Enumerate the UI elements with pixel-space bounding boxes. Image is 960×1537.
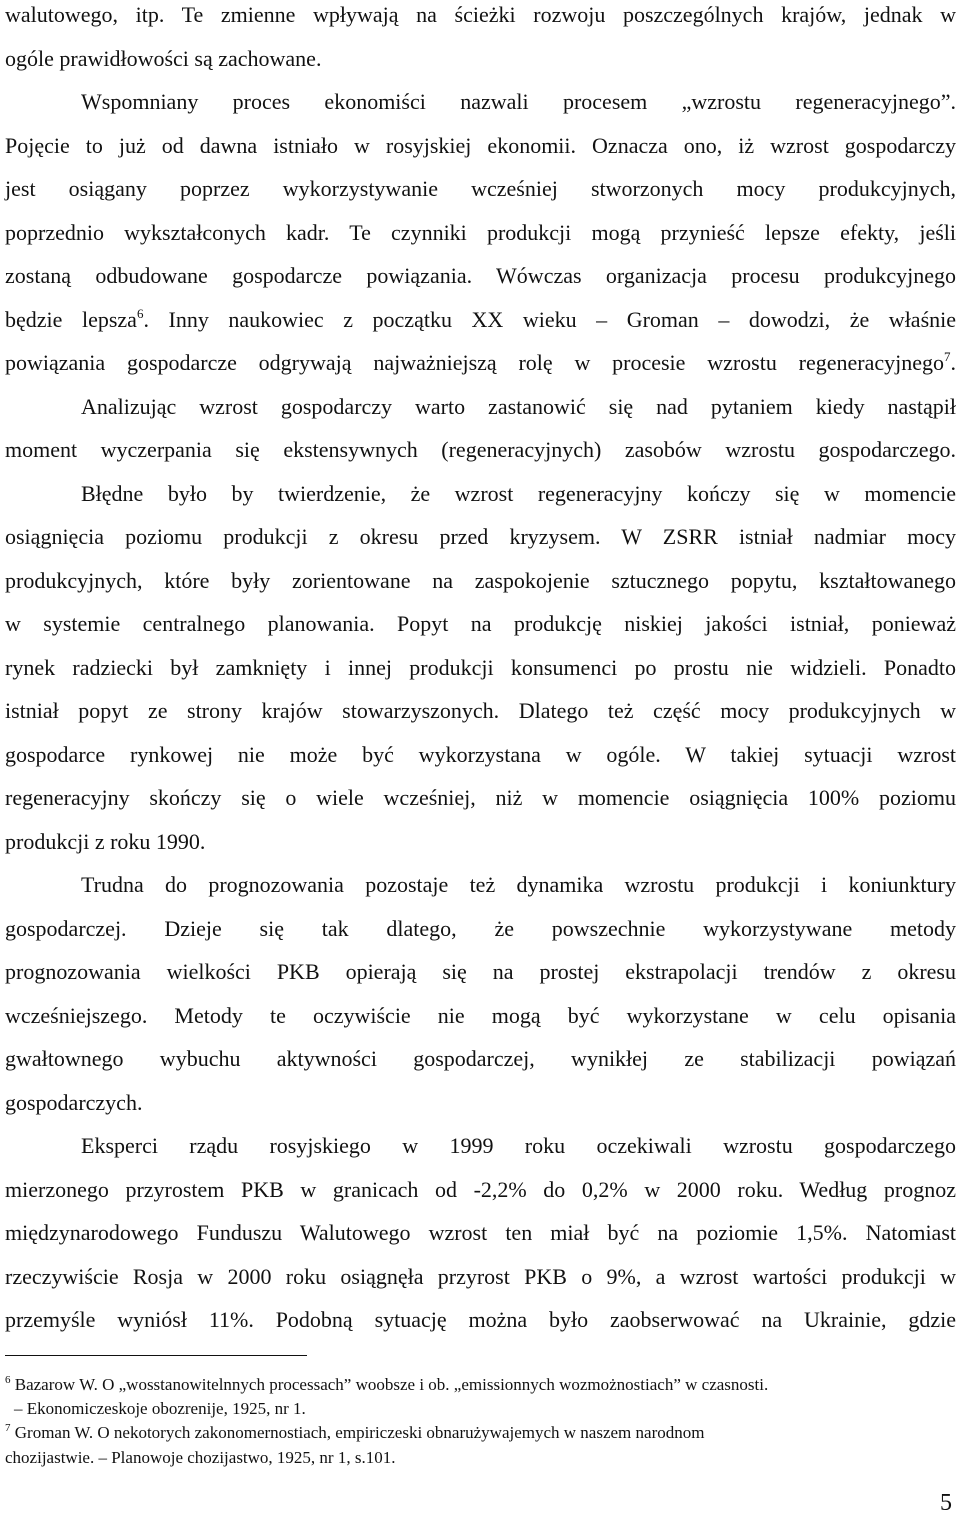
body-line: walutowego, itp. Te zmienne wpływają na ścieżki rozwoju poszczególnych krajów, jednak w bbox=[5, 2, 956, 27]
body-line: gospodarce rynkowej nie może być wykorzystana w ogóle. W takiej sytuacji wzrost bbox=[5, 741, 956, 767]
body-line: wcześniejszego. Metody te oczywiście nie mogą być wykorzystane w celu opisania bbox=[5, 1002, 956, 1028]
body-line: gwałtownego wybuchu aktywności gospodarczej, wynikłej ze stabilizacji powiązań bbox=[5, 1046, 956, 1071]
body-line: Trudna do prognozowania pozostaje też dynamika wzrostu produkcji i koniunktury bbox=[81, 872, 956, 897]
footnote-ref: 6 bbox=[136, 305, 144, 321]
footnote-number: 6 bbox=[5, 1374, 11, 1386]
footnote-number: 7 bbox=[5, 1422, 11, 1434]
body-line: osiągnięcia poziomu produkcji z okresu przed kryzysem. W ZSRR istniał nadmiar mocy bbox=[5, 524, 956, 549]
body-line: produkcyjnych, które były zorientowane na zaspokojenie sztucznego popytu, kształtowanego bbox=[5, 567, 956, 593]
footnote-separator bbox=[5, 1355, 307, 1356]
footnote-line: – Ekonomiczeskoje obozrenije, 1925, nr 1. bbox=[14, 1399, 306, 1418]
body-line: rynek radziecki był zamknięty i innej produkcji konsumenci po prostu nie widzieli. Ponadto bbox=[5, 654, 956, 680]
body-line: gospodarczych. bbox=[5, 1089, 143, 1115]
body-line: Analizując wzrost gospodarczy warto zastanowić się nad pytaniem kiedy nastąpił bbox=[81, 393, 956, 419]
body-line: Wspomniany proces ekonomiści nazwali procesem „wzrostu regeneracyjnego”. bbox=[81, 89, 956, 114]
body-line: międzynarodowego Funduszu Walutowego wzrost ten miał być na poziomie 1,5%. Natomiast bbox=[5, 1220, 956, 1245]
body-line: istniał popyt ze strony krajów stowarzyszonych. Dlatego też część mocy produkcyjnych w bbox=[5, 698, 956, 723]
page-number: 5 bbox=[940, 1490, 952, 1516]
body-line: prognozowania wielkości PKB opierają się na prostej ekstrapolacji trendów z okresu bbox=[5, 959, 956, 984]
body-line: jest osiągany poprzez wykorzystywanie wcześniej stworzonych mocy produkcyjnych, bbox=[5, 176, 956, 201]
body-line: moment wyczerpania się ekstensywnych (regeneracyjnych) zasobów wzrostu gospodarczego. bbox=[5, 437, 956, 462]
body-line: mierzonego przyrostem PKB w granicach od -2,2% do 0,2% w 2000 roku. Według prognoz bbox=[5, 1176, 956, 1202]
body-line: produkcji z roku 1990. bbox=[5, 828, 206, 854]
body-line: w systemie centralnego planowania. Popyt na produkcję niskiej jakości istniał, ponieważ bbox=[5, 611, 956, 636]
footnote-line: chozijastwie. – Planowoje chozijastwo, 1925, nr 1, s.101. bbox=[5, 1448, 396, 1467]
body-line: przemyśle wyniósł 11%. Podobną sytuację można było zaobserwować na Ukrainie, gdzie bbox=[5, 1307, 956, 1332]
footnote-line: $^7$ Groman W. O nekotorych zakonomernostiach, empiriczeski obnarużywajemych w naszem narodnom bbox=[5, 1422, 705, 1442]
body-line: poprzednio wykształconych kadr. Te czynniki produkcji mogą przynieść lepsze efekty, jeśli bbox=[5, 219, 956, 245]
body-line: zostaną odbudowane gospodarcze powiązania. Wówczas organizacja procesu produkcyjnego bbox=[5, 263, 956, 288]
body-line: Błędne było by twierdzenie, że wzrost regeneracyjny kończy się w momencie bbox=[81, 480, 956, 506]
body-line: Eksperci rządu rosyjskiego w 1999 roku oczekiwali wzrostu gospodarczego bbox=[81, 1133, 956, 1158]
body-line: gospodarczej. Dzieje się tak dlatego, że powszechnie wykorzystywane metody bbox=[5, 915, 956, 941]
body-line: będzie lepsza$^6$. Inny naukowiec z początku XX wieku – Groman – dowodzi, że właśnie bbox=[5, 305, 957, 332]
footnote-line: $^6$ Bazarow W. O „wosstanowitelnnych processach” woobsze i ob. „emissionnych wozmożnostiach” w czasnosti. bbox=[5, 1374, 769, 1394]
footnote-ref: 7 bbox=[944, 349, 951, 364]
body-line: regeneracyjny skończy się o wiele wcześniej, niż w momencie osiągnięcia 100% poziomu bbox=[5, 785, 956, 810]
body-line: rzeczywiście Rosja w 2000 roku osiągnęła przyrost PKB o 9%, a wzrost wartości produkcji w bbox=[5, 1263, 956, 1289]
body-line: Pojęcie to już od dawna istniało w rosyjskiej ekonomii. Oznacza ono, iż wzrost gospodarczy bbox=[5, 132, 956, 158]
body-line: ogóle prawidłowości są zachowane. bbox=[5, 45, 322, 71]
body-line: powiązania gospodarcze odgrywają najważniejszą rolę w procesie wzrostu regeneracyjnego$^7$. bbox=[5, 349, 956, 375]
